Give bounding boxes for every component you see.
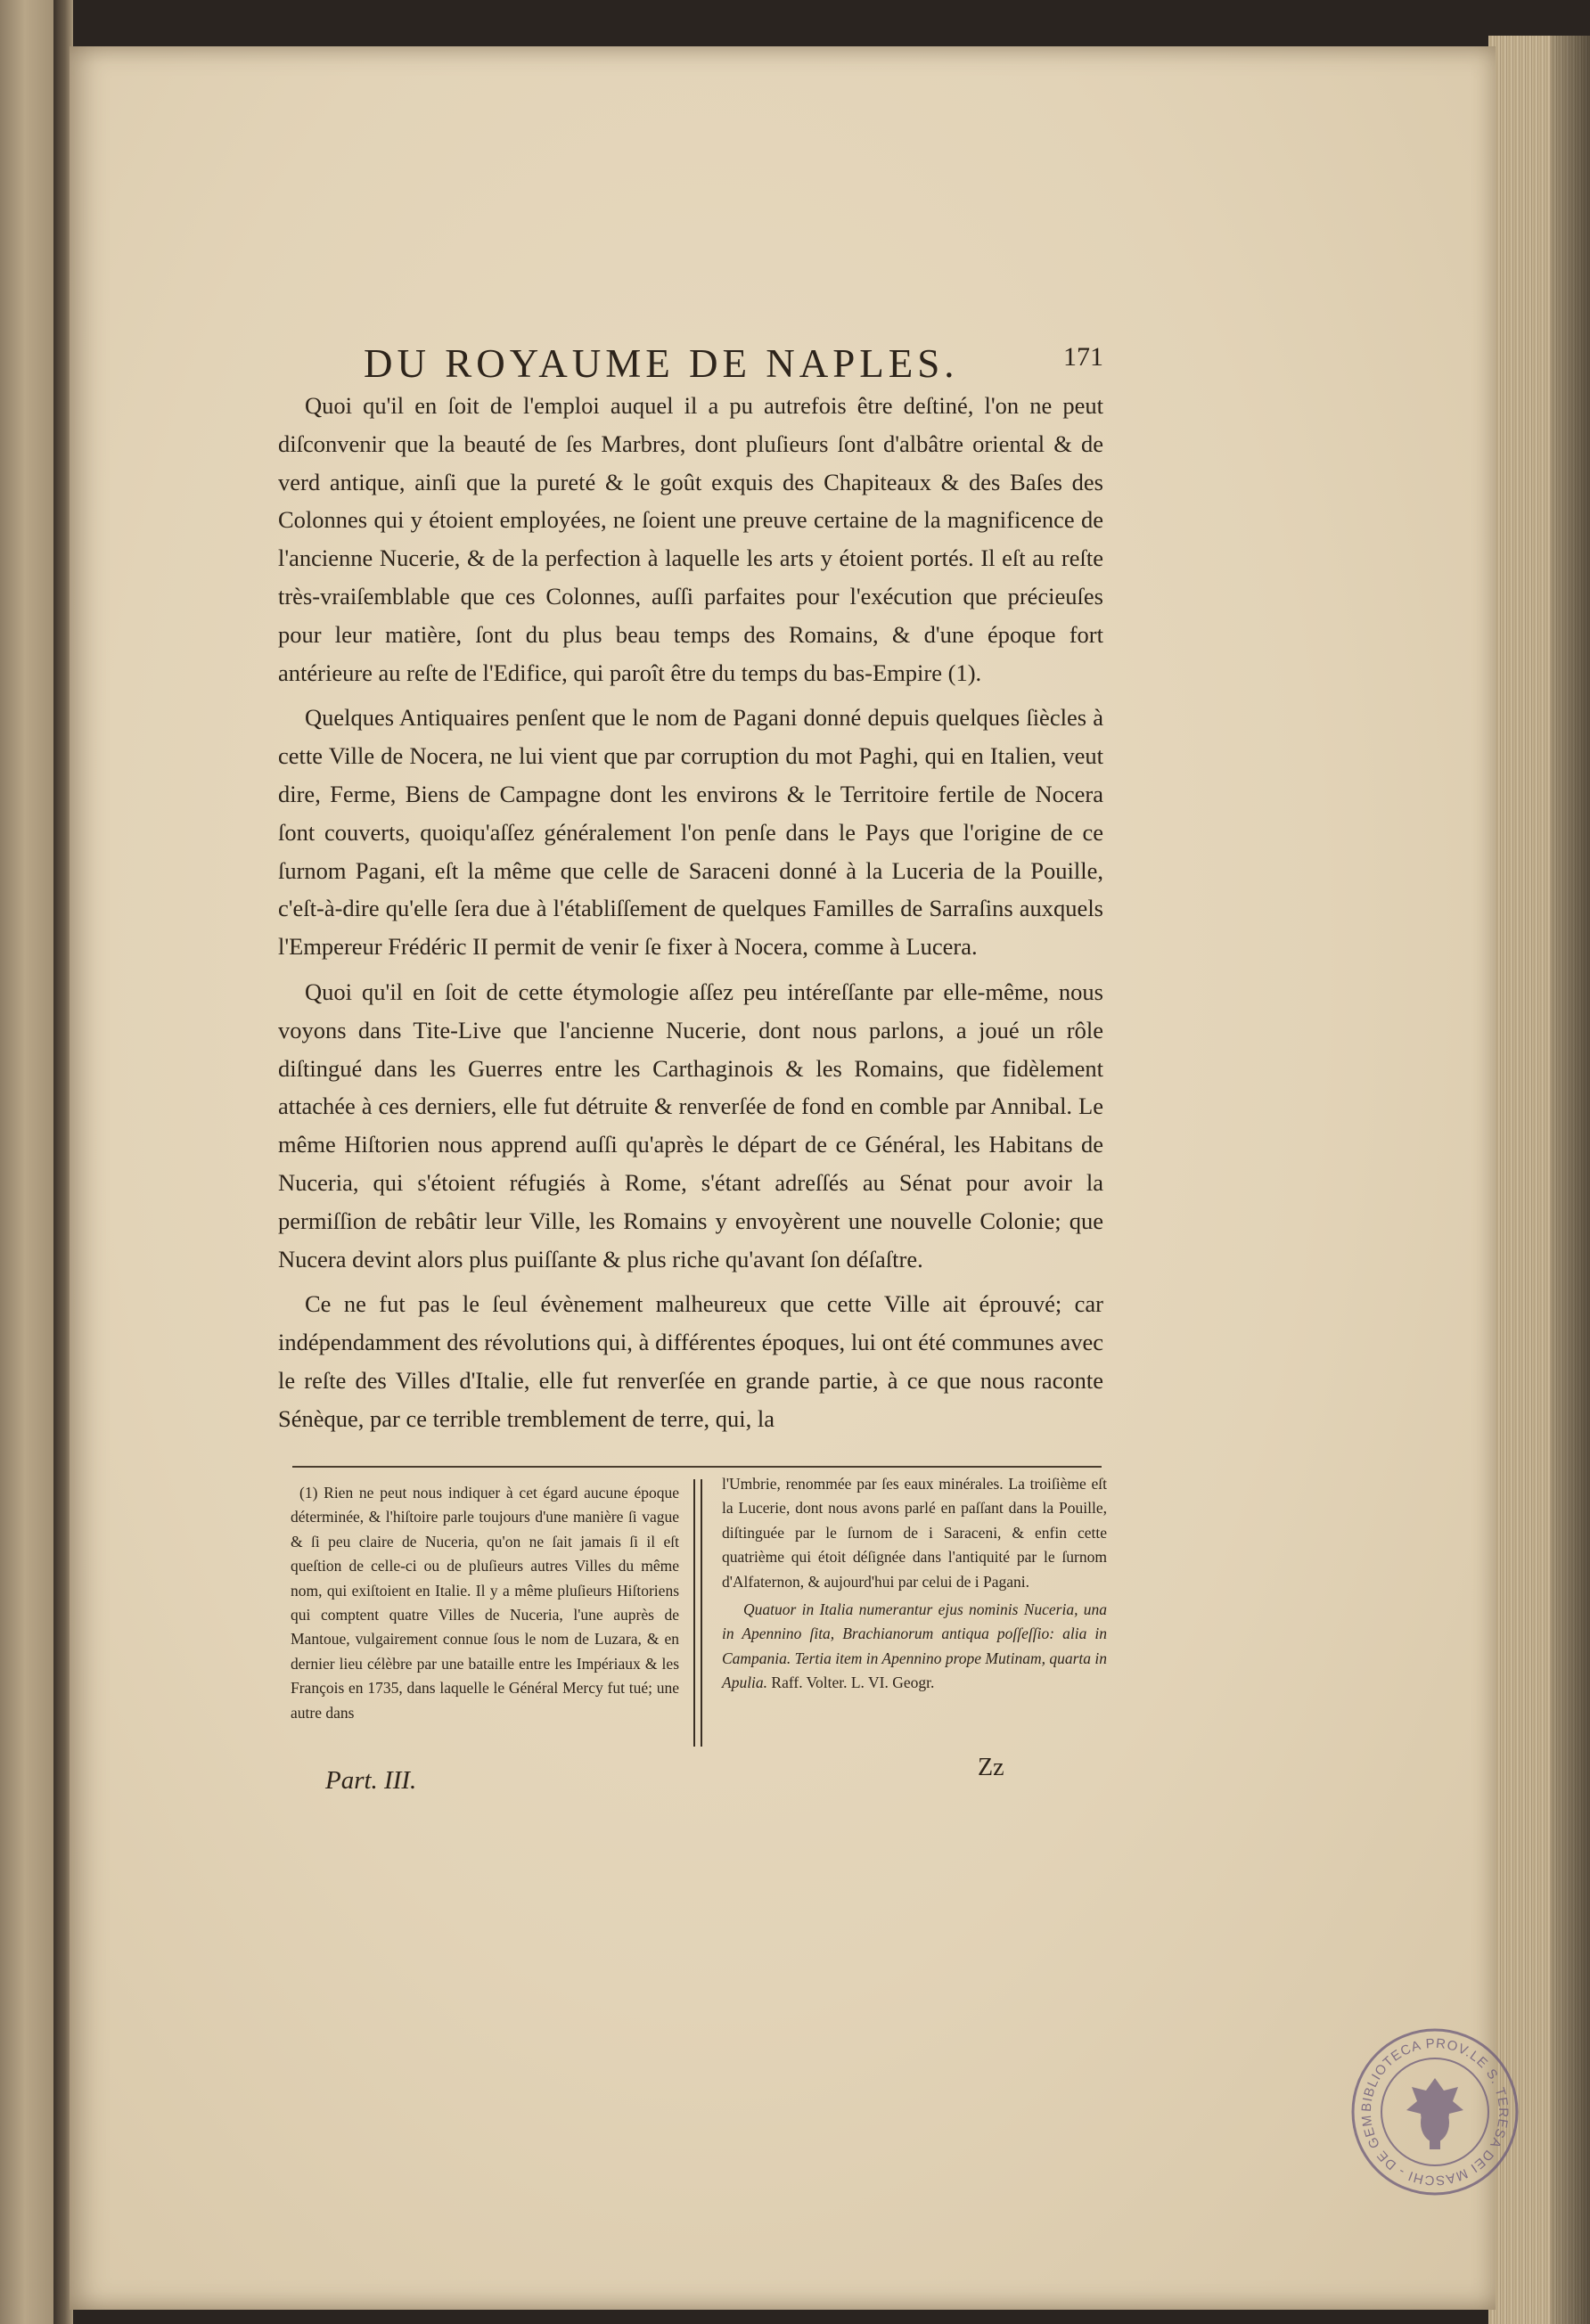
latin-quote-text: Quatuor in Italia numerantur ejus nominis Nuceria, una in Apennino ſita, Brachianorum antiqua poſſeſſio: alia in Campania. Tertia item in Apennino prope Mutinam, quarta in Apulia. bbox=[722, 1600, 1107, 1692]
footnote-right-column bbox=[722, 1472, 1107, 1699]
library-stamp bbox=[1346, 2023, 1524, 2201]
paragraph-1: Quoi qu'il en ſoit de l'emploi auquel il a pu autrefois être deſtiné, l'on ne peut diſconvenir que la beauté de ſes Marbres, dont pluſieurs ſont d'albâtre oriental & de verd antique, ainſi que la pureté & le goût exquis des Chapiteaux & des Baſes des Colonnes qui y étoient employées, ne ſoient une preuve certaine de la magnificence de l'ancienne Nucerie, & de la perfection à laquelle les arts y étoient portés. Il eſt au reſte très-vraiſemblable que ces Colonnes, auſſi parfaites pour l'exécution que précieuſes pour leur matière, ſont du plus beau temps des Romains, & d'une époque fort antérieure au reſte de l'Edifice, qui paroît être du temps du bas-Empire (1). bbox=[278, 392, 1103, 686]
paragraph-4: Ce ne fut pas le ſeul évènement malheureux que cette Ville ait éprouvé; car indépendamment des révolutions qui, à différentes époques, lui ont été communes avec le reſte des Villes d'Italie, elle fut renverſée en grande partie, à ce que nous raconte Sénèque, par ce terrible tremblement de terre, qui, la bbox=[278, 1290, 1103, 1432]
footnote-column-divider bbox=[693, 1479, 702, 1747]
paragraph-2: Quelques Antiquaires penſent que le nom de Pagani donné depuis quelques ſiècles à cette Ville de Nocera, ne lui vient que par corruption du mot Paghi, qui en Italien, veut dire, Ferme, Biens de Campagne dont les environs & le Territoire fertile de Nocera ſont couverts, quoiqu'aſſez généralement l'on penſe dans le Pays que l'origine de ce ſurnom Pagani, eſt la même que celle de Saraceni donné à la Luceria de la Pouille, c'eſt-à-dire qu'elle ſera due à l'établiſſement de quelques Familles de Sarraſins auxquels l'Empereur Frédéric II permit de venir ſe fixer à Nocera, comme à Lucera. bbox=[278, 704, 1103, 961]
running-head-title: DU ROYAUME DE NAPLES. bbox=[364, 341, 959, 386]
footnote-continuation: l'Umbrie, renommée par ſes eaux minérales. La troiſième eſt la Lucerie, dont nous avons parlé en paſſant dans la Pouille, diſtinguée par le ſurnom de i Saraceni, & enfin cette quatrième qui étoit déſignée dans l'antiquité par le ſurnom d'Alfaternon, & aujourd'hui par celui de i Pagani. bbox=[722, 1475, 1107, 1591]
signature-mark: Part. III. bbox=[325, 1766, 417, 1795]
main-text bbox=[278, 387, 1103, 1445]
library-stamp-seal-icon bbox=[1346, 2023, 1524, 2201]
catchword: Zz bbox=[978, 1754, 1004, 1781]
latin-citation: Raff. Volter. L. VI. Geogr. bbox=[771, 1673, 935, 1692]
footnote-left-column bbox=[291, 1481, 679, 1729]
running-head bbox=[364, 340, 1103, 394]
paragraph-3: Quoi qu'il en ſoit de cette étymologie aſſez peu intéreſſante par elle-même, nous voyons dans Tite-Live que l'ancienne Nucerie, dont nous parlons, a joué un rôle diſtingué dans les Guerres entre les Carthaginois & les Romains, que fidèlement attachée à ces derniers, elle fut détruite & renverſée de fond en comble par Annibal. Le même Hiſtorien nous apprend auſſi qu'après le départ de ce Général, les Habitans de Nuceria, qui s'étoient réfugiés à Rome, s'étant adreſſés au Sénat pour avoir la permiſſion de rebâtir leur Ville, les Romains y envoyèrent une nouvelle Colonie; que Nucera devint alors plus puiſſante & plus riche qu'avant ſon déſaſtre. bbox=[278, 978, 1103, 1272]
footnote-rule bbox=[292, 1466, 1102, 1468]
page-number: 171 bbox=[1063, 342, 1103, 372]
page-edges-shadow bbox=[1551, 36, 1590, 2324]
stamp-text: BIBLIOTECA PROV.LE S. TERESA DEI MASCHI - DE GEM bbox=[1358, 2035, 1512, 2189]
footnote-latin-quote bbox=[722, 1598, 1107, 1696]
footnote-1-text: (1) Rien ne peut nous indiquer à cet égard aucune époque déterminée, & l'hiſtoire parle toujours d'une manière ſi vague & ſi peu claire de Nuceria, qu'on ne ſait jamais ſi il eſt queſtion de celle-ci ou de pluſieurs autres Villes du même nom, qui exiſtoient en Italie. Il y a même pluſieurs Hiſtoriens qui comptent quatre Villes de Nuceria, l'une auprès de Mantoue, vulgairement connue ſous le nom de Luzara, & en dernier lieu célèbre par une bataille entre les Impériaux & les François en 1735, dans laquelle le Général Mercy fut tué; une autre dans bbox=[291, 1484, 679, 1722]
